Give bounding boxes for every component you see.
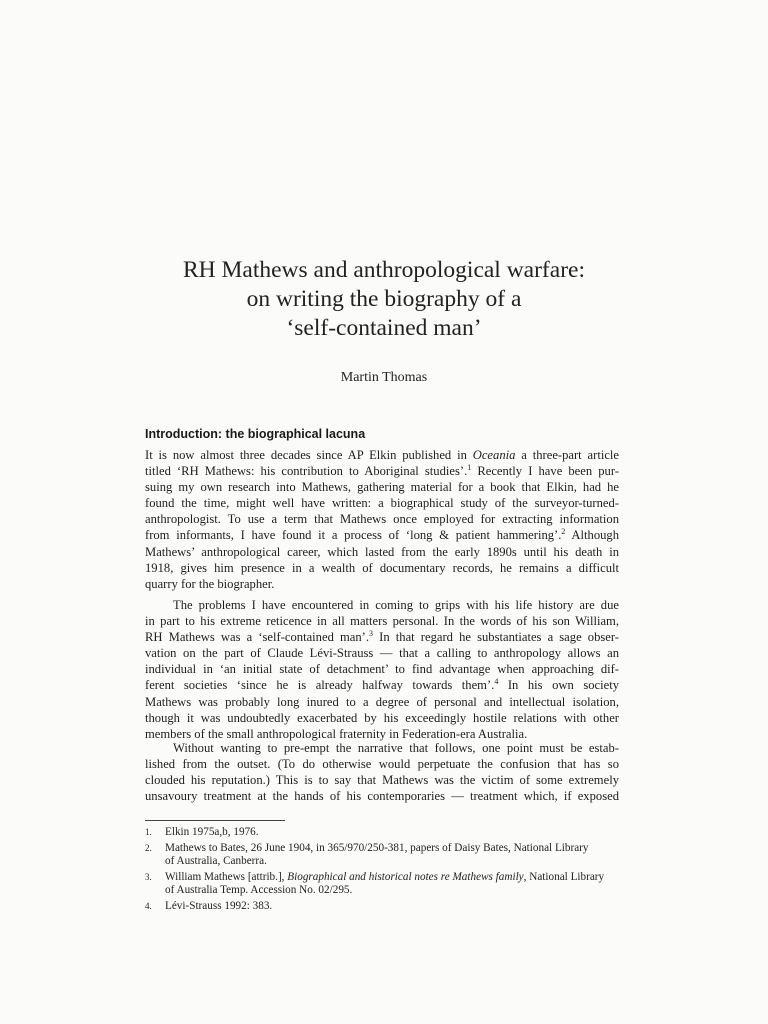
- text-line: unsavoury treatment at the hands of his contemporaries — treatment which, if exposed: [145, 789, 619, 804]
- title-line-3: ‘self-contained man’: [286, 315, 482, 341]
- footnote-ref-1: 1: [467, 463, 472, 473]
- paragraph-1: [145, 447, 619, 592]
- footnote-text: Elkin 1975a,b, 1976.: [165, 826, 259, 838]
- footnote-1: [145, 826, 625, 840]
- text-line: members of the small anthropological fraternity in Federation-era Australia.: [145, 726, 528, 741]
- title-line-1: RH Mathews and anthropological warfare:: [183, 257, 585, 283]
- text-line: RH Mathews was a ‘self-contained man’.$^3$ In that regard he substantiates a sage obser-: [145, 629, 620, 645]
- text-line: clouded his reputation.) This is to say that Mathews was the victim of some extremely: [145, 773, 619, 788]
- footnote-3: [145, 871, 625, 898]
- footnote-text: of Australia, Canberra.: [165, 855, 267, 868]
- text-line: Without wanting to pre-empt the narrative that follows, one point must be estab-: [173, 741, 619, 755]
- text-line: ferent societies ‘since he is already halfway towards them’.$^4$ In his own society: [145, 677, 619, 693]
- footnote-ref-3: 3: [369, 629, 374, 639]
- footnote-number: 3.: [145, 871, 152, 882]
- text-line: individual in ‘an initial state of detachment’ to find advantage when approaching dif-: [145, 662, 619, 677]
- footnote-text: Mathews to Bates, 26 June 1904, in 365/970/250-381, papers of Daisy Bates, National Library: [165, 841, 589, 854]
- text-line: from informants, I have found it a process of ‘long & patient hammering’.$^2$ Although: [145, 527, 620, 543]
- cited-title: Biographical and historical notes re Mathews family: [287, 870, 524, 883]
- section-heading: Introduction: the biographical lacuna: [145, 427, 366, 441]
- footnote-2: [145, 842, 625, 869]
- footnote-text: Lévi-Strauss 1992: 383.: [165, 899, 273, 912]
- text-line: in part to his extreme reticence in all matters personal. In the words of his son William,: [145, 614, 619, 629]
- author-name: Martin Thomas: [340, 370, 428, 385]
- footnote-ref-2: 2: [561, 527, 566, 537]
- footnote-text: of Australia Temp. Accession No. 02/295.: [165, 884, 353, 897]
- text-line: It is now almost three decades since AP Elkin published in Oceania a three-part article: [145, 448, 620, 462]
- text-line: though it was undoubtedly exacerbated by his exceedingly hostile relations with other: [145, 710, 619, 725]
- footnote-4: [145, 900, 625, 914]
- text-line: The problems I have encountered in coming to grips with his life history are due: [173, 598, 619, 612]
- footnote-divider: [145, 820, 285, 821]
- article-title: [0, 256, 768, 343]
- text-line: Mathews was probably long inured to a degree of personal and intellectual isolation,: [145, 694, 619, 709]
- text-line: lished from the outset. (To do otherwise would perpetuate the confusion that has so: [145, 757, 619, 772]
- footnote-ref-4: 4: [494, 677, 499, 687]
- footnote-number: 1.: [145, 827, 152, 837]
- text-line: Mathews’ anthropological career, which lasted from the early 1890s until his death in: [145, 544, 619, 559]
- text-line: suing my own research into Mathews, gathering material for a book that Elkin, had he: [145, 480, 619, 495]
- footnote-text: William Mathews [attrib.], Biographical and historical notes re Mathews family, National Library: [165, 870, 605, 883]
- footnotes: [145, 826, 625, 916]
- footnote-number: 4.: [145, 900, 152, 911]
- text-line: anthropologist. To use a term that Mathews once employed for extracting information: [145, 512, 619, 527]
- text-line: quarry for the biographer.: [145, 576, 275, 591]
- text-line: 1918, gives him presence in a wealth of documentary records, he remains a difficult: [145, 560, 619, 575]
- journal-title: Oceania: [472, 448, 516, 462]
- text-line: found the time, might well have written: a biographical study of the surveyor-turned-: [145, 496, 619, 511]
- title-line-2: on writing the biography of a: [246, 286, 522, 312]
- paragraph-3: [145, 740, 619, 804]
- paragraph-2: [145, 597, 619, 742]
- footnote-number: 2.: [145, 842, 152, 853]
- text-line: vation on the part of Claude Lévi-Strauss — that a calling to anthropology allows an: [145, 646, 619, 661]
- text-line: titled ‘RH Mathews: his contribution to Aboriginal studies’.$^1$ Recently I have been pur-: [145, 463, 619, 479]
